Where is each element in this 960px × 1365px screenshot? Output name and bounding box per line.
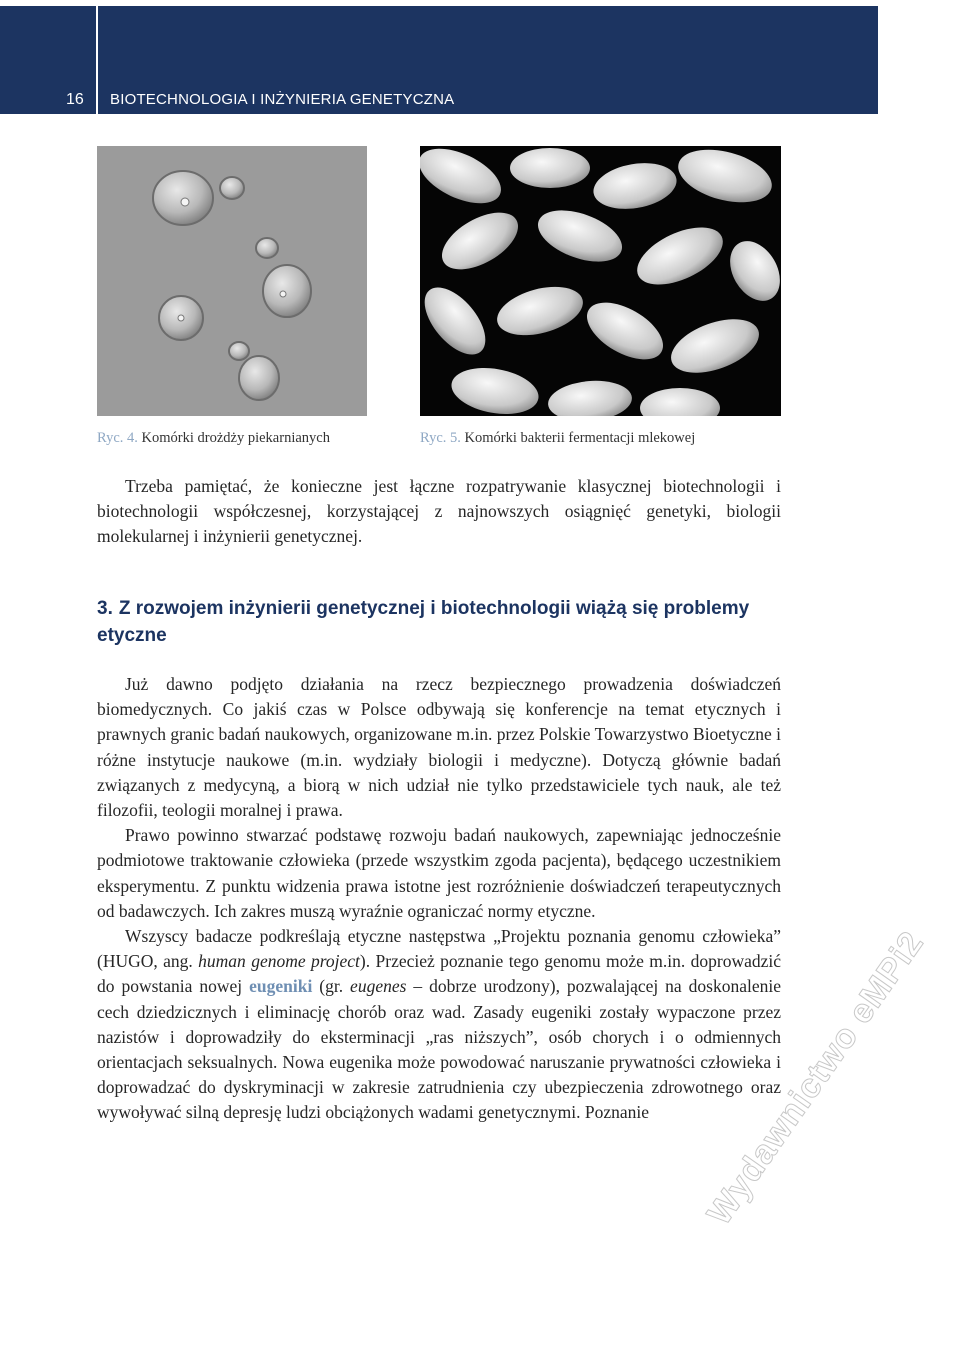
figure-4-number: Ryc. 4. [97, 430, 138, 446]
section-heading [97, 595, 787, 649]
figure-4-caption [97, 429, 330, 447]
section-title: Z rozwojem inżynierii genetycznej i biotechnologii wiążą się problemy etyczne [97, 598, 750, 646]
publisher-watermark: Wydawnictwo eMPi2 [700, 924, 932, 1232]
figure-4-text: Komórki drożdży piekarnianych [141, 430, 330, 446]
term-eugenika: eugeniki [249, 976, 313, 997]
page-number: 16 [66, 91, 84, 108]
figure-yeast-cells-image [97, 146, 367, 416]
section-number: 3. [97, 598, 113, 619]
running-header [0, 6, 878, 114]
figure-5-text: Komórki bakterii fermentacji mlekowej [464, 430, 696, 446]
figure-5-number: Ryc. 5. [420, 430, 461, 446]
header-divider [96, 6, 98, 114]
figure-5-caption [420, 429, 695, 447]
running-title: BIOTECHNOLOGIA I INŻYNIERIA GENETYCZNA [110, 91, 455, 108]
intro-text [97, 474, 781, 550]
section-paragraph-2: Prawo powinno stwarzać podstawę rozwoju badań naukowych, zapewniając jednocześnie podmiotowe traktowanie człowieka (przede wszystkim zgoda pacjenta), będącego uczestnikiem eksperymentu. Z punktu widzenia prawa istotne jest rozróżnienie doświadczeń terapeutycznych od badawczych. Ich zakres muszą wyraźnie ograniczać normy etyczne. [97, 825, 781, 921]
paragraph-3-italic-1: human genome project [198, 951, 360, 972]
paragraph-3-part-1: Wszyscy badacze podkreślają etyczne następstwa „Projektu poznania genomu człowieka” (HUGO, ang. [97, 926, 781, 972]
paragraph-3-part-2: ). Przecież poznanie tego genomu może m.in. doprowadzić do powstania nowej [97, 951, 781, 997]
section-paragraph-1: Już dawno podjęto działania na rzecz bezpiecznego prowadzenia doświadczeń biomedycznych. Co jakiś czas w Polsce odbywają się konferencje na temat etycznych i prawnych granic badań naukowych, organizowane m.in. przez Polskie Towarzystwo Bioetyczne i różne instytucje naukowe (m.in. wydziały biologii i medyczne). Dotyczą głównie badań związanych z medycyną, a biorą w nich udział nie tylko przedstawiciele tych nauk, ale też filozofii, teologii moralnej i prawa. [97, 674, 781, 821]
section-body [97, 672, 781, 1126]
section-paragraph-3 [97, 924, 781, 1126]
intro-paragraph: Trzeba pamiętać, że konieczne jest łączne rozpatrywanie klasycznej biotechnologii i biotechnologii współczesnej, korzystającej z najnowszych osiągnięć genetyki, biologii molekularnej i inżynierii genetycznej. [97, 476, 781, 547]
paragraph-3-part-3: (gr. [312, 976, 351, 997]
figure-lactic-bacteria-image [420, 146, 781, 416]
paragraph-3-part-4: – dobrze urodzony), pozwalającej na doskonalenie cech dziedzicznych i eliminację chorób oraz wad. Zasady eugeniki zostały wypaczone przez nazistów i doprowadziły do eksterminacji „ras niższych”, osób chorych i o odmiennych orientacjach seksualnych. Nowa eugenika może powodować naruszanie prywatności człowieka i doprowadzać do dyskryminacji w zakresie zatrudnienia czy ubezpieczenia zdrowotnego oraz wywoływać silną depresję ludzi obciążonych wadami genetycznymi. Poznanie [97, 976, 781, 1123]
paragraph-3-italic-2: eugenes [350, 976, 407, 997]
